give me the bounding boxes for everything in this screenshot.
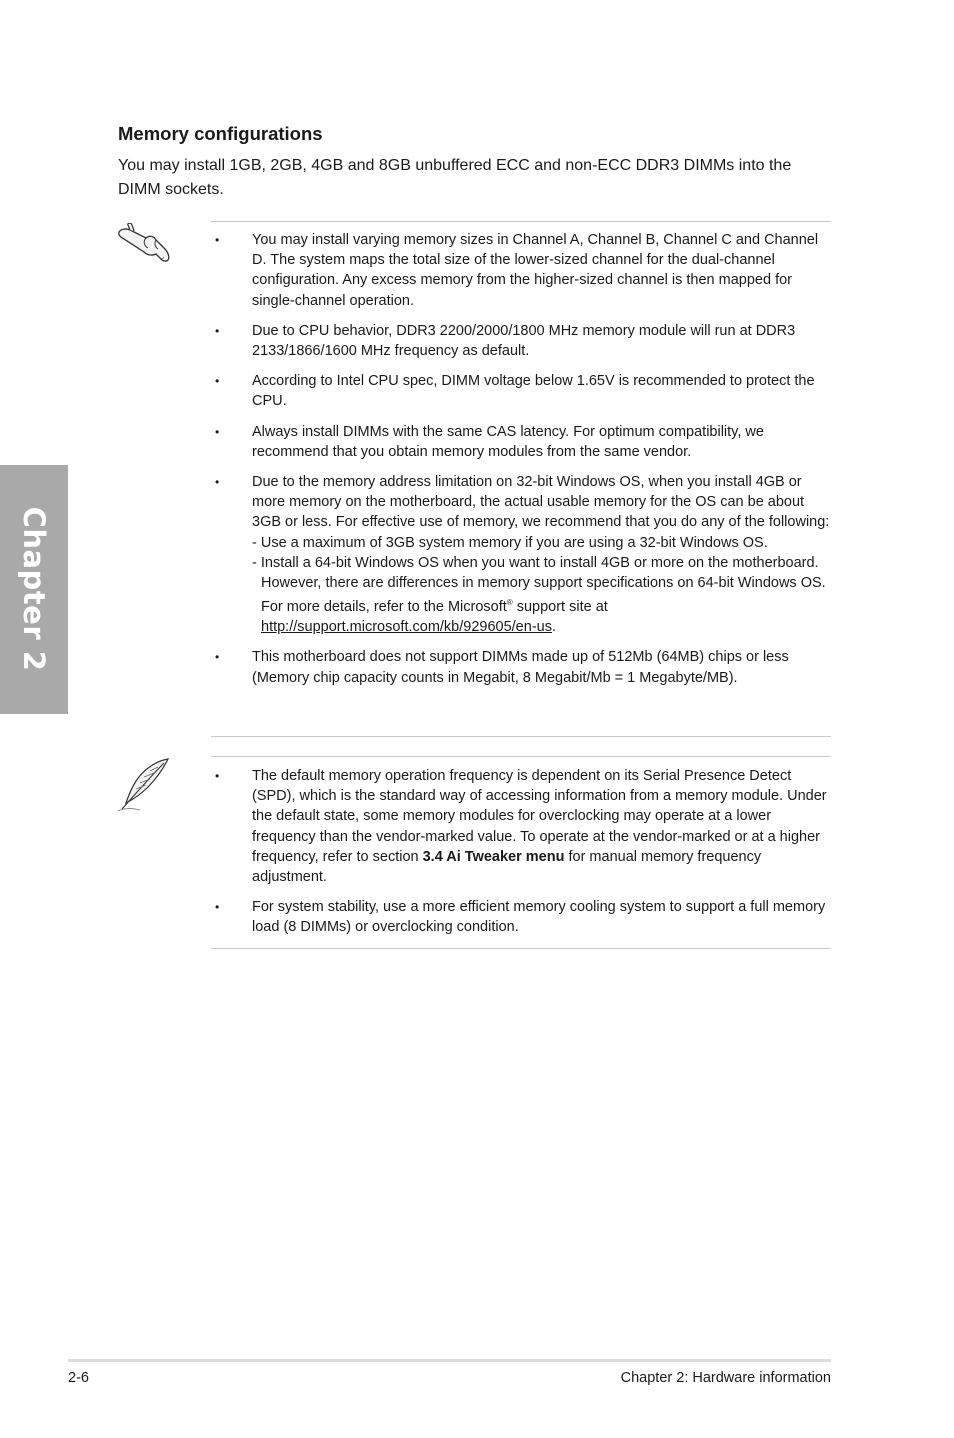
section-reference: 3.4 Ai Tweaker menu (422, 848, 565, 865)
note-list (211, 766, 831, 938)
bullet: • (215, 374, 220, 389)
footer-chapter-title: Chapter 2: Hardware information (620, 1370, 831, 1386)
page-number: 2-6 (68, 1370, 89, 1386)
section-title: Memory configurations (118, 123, 323, 144)
caution-item (211, 647, 831, 687)
caution-item-text: Due to CPU behavior, DDR3 2200/2000/1800 MHz memory module will run at DDR3 2133/1866/1600 MHz frequency as default. (252, 322, 796, 360)
caution-item-windows (211, 472, 831, 637)
footer-divider (68, 1359, 831, 1362)
note-item-text-before: The default memory operation frequency is dependent on its Serial Presence Detect (SPD), which is the standard way of accessing information from a memory module. Under the default state, some memory modules for overclocking may operate at a lower frequency than the vendor-marked value. To operate at the vendor-marked or at a higher frequency, refer to section (252, 768, 827, 865)
caution-item-text: This motherboard does not support DIMMs made up of 512Mb (64MB) chips or less (Memory chip capacity counts in Megabit, 8 Megabit/Mb = 1 Megabyte/MB). (252, 649, 789, 686)
caution-item (211, 371, 831, 411)
chapter-tab-label: Chapter 2 (17, 506, 51, 672)
note-item-text: For system stability, use a more efficient memory cooling system to support a full memory load (8 DIMMs) or overclocking condition. (252, 899, 826, 936)
link-period: . (551, 619, 556, 636)
caution-item (211, 422, 831, 462)
caution-list (211, 230, 831, 688)
caution-item (211, 321, 831, 361)
bullet: • (215, 650, 220, 665)
registered-mark: ® (506, 598, 513, 608)
microsoft-details (252, 593, 831, 637)
windows-subitem-2: - Install a 64-bit Windows OS when you want to install 4GB or more on the motherboard. However, there are differences in memory support specifications on 64-bit Windows OS. (252, 554, 826, 592)
bullet: • (215, 233, 220, 247)
bullet: • (215, 323, 220, 338)
windows-subitem-1: - Use a maximum of 3GB system memory if you are using a 32-bit Windows OS. (252, 534, 768, 551)
details-prefix: For more details, refer to the Microsoft (261, 599, 507, 616)
bullet: • (215, 475, 220, 490)
microsoft-support-link[interactable]: http://support.microsoft.com/kb/929605/en-us (261, 619, 552, 636)
quill-pen-icon (114, 757, 172, 813)
details-suffix: support site at (512, 599, 608, 616)
bullet: • (215, 769, 220, 783)
bullet: • (215, 900, 220, 915)
note-box (211, 756, 831, 949)
bullet: • (215, 424, 220, 439)
chapter-side-tab (0, 465, 68, 714)
caution-item-text: According to Intel CPU spec, DIMM voltage below 1.65V is recommended to protect the CPU. (252, 373, 815, 410)
hand-icon (116, 223, 172, 263)
caution-item-text: You may install varying memory sizes in Channel A, Channel B, Channel C and Channel D. The system maps the total size of the lower-sized channel for the dual-channel configuration. Any excess memory from the higher-sized channel is then mapped for single-channel operation. (252, 232, 819, 309)
caution-box (211, 221, 831, 737)
intro-paragraph: You may install 1GB, 2GB, 4GB and 8GB unbuffered ECC and non-ECC DDR3 DIMMs into the DIMM sockets. (118, 157, 792, 198)
note-item (211, 766, 831, 887)
caution-item (211, 230, 831, 311)
note-item-text-after: for manual memory frequency adjustment. (252, 848, 762, 886)
windows-item-text: Due to the memory address limitation on 32-bit Windows OS, when you install 4GB or more memory on the motherboard, the actual usable memory for the OS can be about 3GB or less. For effective use of memory, we recommend that you do any of the following: (252, 474, 830, 531)
caution-item-text: Always install DIMMs with the same CAS latency. For optimum compatibility, we recommend that you obtain memory modules from the same vendor. (252, 423, 764, 460)
note-item (211, 897, 831, 937)
